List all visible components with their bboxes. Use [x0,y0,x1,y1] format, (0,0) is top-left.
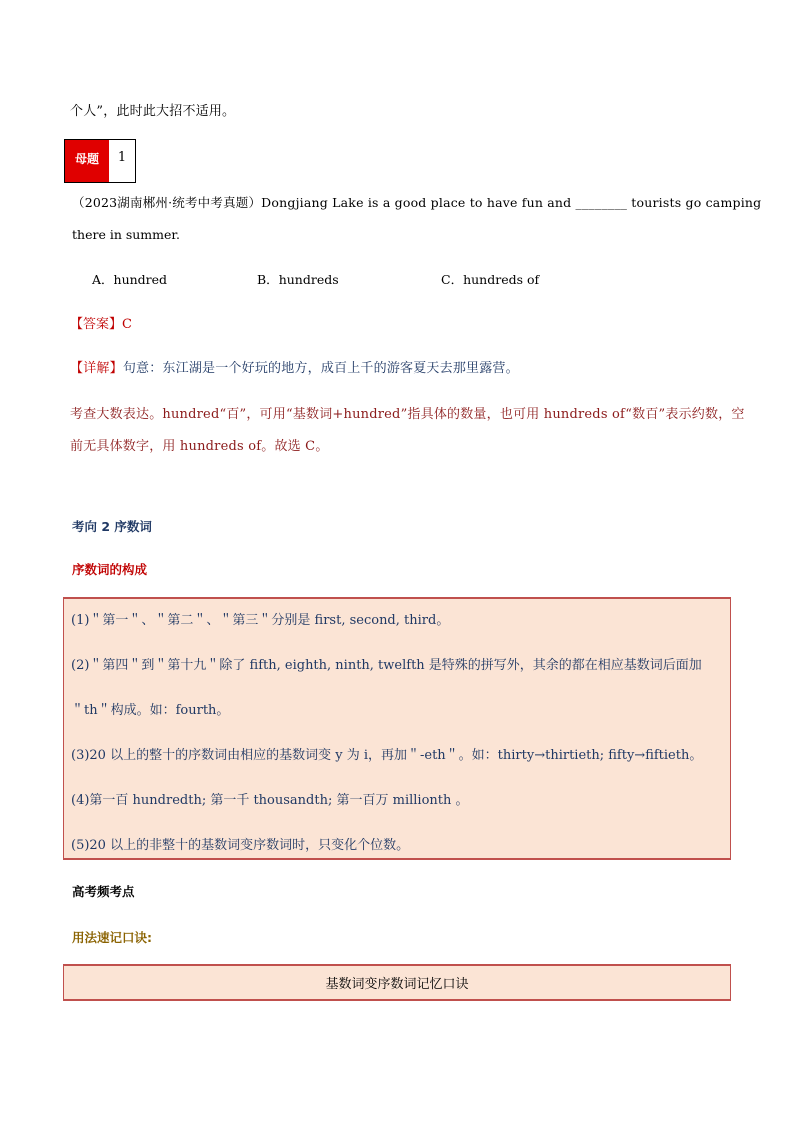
option-c [441,272,539,288]
mnemonic-title-box [63,964,731,1001]
exam-points-heading: 高考频考点 [72,884,135,899]
analysis-line1: 考查大数表达。hundred“百”，可用“基数词+hundred”指具体的数量，也可用 hundreds of“数百”表示约数，空 [70,407,745,422]
question-number: 1 [117,150,127,165]
intro-line: 个人”，此时此大招不适用。 [70,104,236,119]
rule-2-continued: ＂th＂构成。如：fourth。 [71,703,230,718]
answer-line [70,317,132,333]
rule-1: (1)＂第一＂、＂第二＂、＂第三＂分别是 first, second, third。 [71,613,450,628]
answer-value: C [122,317,132,332]
section-subtitle: 序数词的构成 [72,562,148,577]
question-label-box [64,139,136,183]
question-label: 母题 [65,140,109,182]
detail-label: 【详解】 [70,361,123,376]
question-stem-line1: （2023湖南郴州·统考中考真题）Dongjiang Lake is a good place to have fun and ________ tourists go camping [72,195,762,210]
option-a [92,272,167,288]
mnemonic-label: 用法速记口诀: [72,930,152,945]
rules-box [63,597,731,860]
option-a-text: hundred [113,272,168,287]
rule-5: (5)20 以上的非整十的基数词变序数词时，只变化个位数。 [71,838,410,853]
option-b-key: B． [257,272,279,287]
option-c-text: hundreds of [463,272,540,287]
rule-2: (2)＂第四＂到＂第十九＂除了 fifth, eighth, ninth, twelfth 是特殊的拼写外，其余的都在相应基数词后面加 [71,658,702,673]
rule-3: (3)20 以上的整十的序数词由相应的基数词变 y 为 i，再加＂-eth＂。如：thirty→thirtieth; fifty→fiftieth。 [71,748,703,763]
option-b [257,272,339,288]
detail-line [70,361,519,377]
rule-4: (4)第一百 hundredth; 第一千 thousandth; 第一百万 millionth 。 [71,793,469,808]
option-b-text: hundreds [278,272,339,287]
answer-label: 【答案】 [70,317,123,332]
detail-text: 句意：东江湖是一个好玩的地方，成百上千的游客夏天去那里露营。 [122,361,519,376]
mnemonic-title: 基数词变序数词记忆口诀 [325,977,469,992]
analysis-line2: 前无具体数字，用 hundreds of。故选 C。 [70,439,329,454]
question-stem-line2: there in summer. [72,227,180,242]
option-c-key: C． [441,272,464,287]
section-title: 考向 2 序数词 [72,519,152,534]
option-a-key: A． [92,272,114,287]
